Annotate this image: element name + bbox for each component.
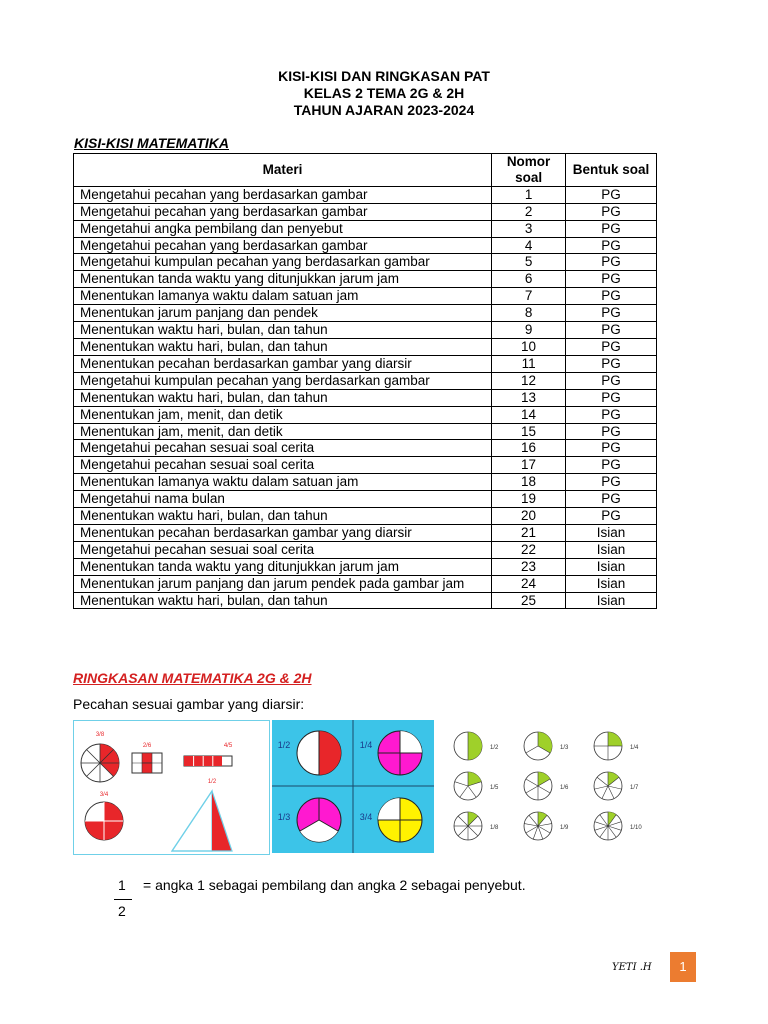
cell-bentuk: Isian [566, 575, 657, 592]
cell-materi: Menentukan waktu hari, bulan, dan tahun [74, 338, 492, 355]
cell-bentuk: PG [566, 186, 657, 203]
cell-nomor: 13 [492, 389, 566, 406]
label-4-5: 4/5 [223, 743, 233, 749]
cell-bentuk: PG [566, 288, 657, 305]
table-row [74, 254, 657, 271]
kisi-table [73, 153, 657, 609]
cell-nomor: 1 [492, 186, 566, 203]
header-materi: Materi [74, 154, 492, 187]
header-line-2: KELAS 2 TEMA 2G & 2H [303, 85, 465, 101]
grid-label: 1/7 [630, 785, 639, 791]
cell-nomor: 8 [492, 305, 566, 322]
cell-bentuk: PG [566, 508, 657, 525]
table-row [74, 524, 657, 541]
cell-nomor: 14 [492, 406, 566, 423]
cell-materi: Mengetahui kumpulan pecahan yang berdasarkan gambar [74, 372, 492, 389]
table-row [74, 237, 657, 254]
cell-nomor: 2 [492, 203, 566, 220]
fraction-circle-1-4 [594, 732, 639, 760]
cell-materi: Mengetahui angka pembilang dan penyebut [74, 220, 492, 237]
ringkasan-intro: Pecahan sesuai gambar yang diarsir: [73, 696, 305, 712]
grid-label: 1/2 [490, 745, 499, 751]
table-row [74, 203, 657, 220]
table-row [74, 389, 657, 406]
cell-nomor: 9 [492, 322, 566, 339]
cell-materi: Mengetahui pecahan yang berdasarkan gambar [74, 237, 492, 254]
cell-nomor: 18 [492, 474, 566, 491]
table-header-row [74, 154, 657, 187]
cell-bentuk: Isian [566, 558, 657, 575]
cell-bentuk: PG [566, 389, 657, 406]
cell-nomor: 25 [492, 592, 566, 609]
cell-materi: Menentukan lamanya waktu dalam satuan jam [74, 288, 492, 305]
cell-bentuk: Isian [566, 592, 657, 609]
cell-nomor: 10 [492, 338, 566, 355]
cell-nomor: 20 [492, 508, 566, 525]
document-header [0, 68, 768, 119]
cell-materi: Mengetahui nama bulan [74, 491, 492, 508]
signature: YETI .H [612, 962, 652, 973]
grid-label: 1/3 [560, 745, 569, 751]
cell-nomor: 23 [492, 558, 566, 575]
grid-label: 1/6 [560, 785, 569, 791]
cell-nomor: 11 [492, 355, 566, 372]
label-3-4: 3/4 [99, 792, 109, 798]
cell-nomor: 16 [492, 440, 566, 457]
cell-materi: Mengetahui pecahan yang berdasarkan gambar [74, 186, 492, 203]
cell-bentuk: PG [566, 457, 657, 474]
grid-label: 1/4 [630, 745, 639, 751]
cell-materi: Menentukan waktu hari, bulan, dan tahun [74, 389, 492, 406]
fraction-circle-1-7 [594, 772, 639, 800]
cell-bentuk: PG [566, 474, 657, 491]
kisi-title: KISI-KISI MATEMATIKA [74, 135, 230, 151]
cell-bentuk: PG [566, 338, 657, 355]
table-row [74, 271, 657, 288]
table-row [74, 541, 657, 558]
cell-bentuk: Isian [566, 541, 657, 558]
cell-materi: Menentukan tanda waktu yang ditunjukkan jarum jam [74, 558, 492, 575]
table-row [74, 338, 657, 355]
cell-nomor: 22 [492, 541, 566, 558]
table-row [74, 440, 657, 457]
table-row [74, 474, 657, 491]
table-row [74, 508, 657, 525]
fraction-circle-1-3 [524, 732, 569, 760]
fraction-circle-1-10 [594, 812, 642, 840]
cell-materi: Menentukan jam, menit, dan detik [74, 406, 492, 423]
cell-nomor: 3 [492, 220, 566, 237]
cell-materi: Mengetahui pecahan yang berdasarkan gambar [74, 203, 492, 220]
label-3-8: 3/8 [95, 732, 105, 738]
cell-bentuk: PG [566, 440, 657, 457]
cell-materi: Menentukan waktu hari, bulan, dan tahun [74, 592, 492, 609]
grid-label: 1/8 [490, 825, 499, 831]
cell-materi: Menentukan lamanya waktu dalam satuan jam [74, 474, 492, 491]
table-row [74, 423, 657, 440]
cell-materi: Menentukan tanda waktu yang ditunjukkan jarum jam [74, 271, 492, 288]
cell-bentuk: PG [566, 406, 657, 423]
table-row [74, 558, 657, 575]
fraction-circle-1-8 [454, 812, 499, 840]
header-nomor: Nomor soal [492, 154, 566, 187]
table-row [74, 305, 657, 322]
table-row [74, 186, 657, 203]
cell-materi: Menentukan jam, menit, dan detik [74, 423, 492, 440]
table-row [74, 355, 657, 372]
cell-nomor: 4 [492, 237, 566, 254]
cell-nomor: 6 [492, 271, 566, 288]
cell-nomor: 15 [492, 423, 566, 440]
table-row [74, 575, 657, 592]
cell-bentuk: PG [566, 254, 657, 271]
cell-nomor: 21 [492, 524, 566, 541]
header-line-3: TAHUN AJARAN 2023-2024 [293, 102, 475, 118]
cell-bentuk: PG [566, 423, 657, 440]
cell-nomor: 17 [492, 457, 566, 474]
cell-bentuk: PG [566, 491, 657, 508]
cell-materi: Menentukan pecahan berdasarkan gambar yang diarsir [74, 355, 492, 372]
cell-bentuk: PG [566, 322, 657, 339]
cell-nomor: 5 [492, 254, 566, 271]
cell-bentuk: PG [566, 203, 657, 220]
fraction-circle-1-6 [524, 772, 569, 800]
cell-bentuk: PG [566, 372, 657, 389]
q-label-3-4: 3/4 [359, 812, 373, 822]
fraction-bar [114, 899, 132, 900]
cell-materi: Mengetahui kumpulan pecahan yang berdasarkan gambar [74, 254, 492, 271]
cell-nomor: 7 [492, 288, 566, 305]
cell-nomor: 19 [492, 491, 566, 508]
fraction-explanation: = angka 1 sebagai pembilang dan angka 2 sebagai penyebut. [143, 877, 526, 893]
q-label-1-2: 1/2 [277, 740, 291, 750]
cell-bentuk: PG [566, 220, 657, 237]
table-row [74, 491, 657, 508]
q-label-1-3: 1/3 [277, 812, 291, 822]
cell-bentuk: PG [566, 305, 657, 322]
cell-bentuk: PG [566, 237, 657, 254]
ringkasan-title: RINGKASAN MATEMATIKA 2G & 2H [73, 670, 312, 686]
header-line-1: KISI-KISI DAN RINGKASAN PAT [278, 68, 490, 84]
table-row [74, 220, 657, 237]
header-bentuk: Bentuk soal [566, 154, 657, 187]
table-row [74, 288, 657, 305]
cell-bentuk: PG [566, 271, 657, 288]
cell-materi: Menentukan waktu hari, bulan, dan tahun [74, 322, 492, 339]
cell-materi: Mengetahui pecahan sesuai soal cerita [74, 541, 492, 558]
cell-nomor: 24 [492, 575, 566, 592]
grid-label: 1/10 [630, 825, 642, 831]
table-row [74, 372, 657, 389]
cell-nomor: 12 [492, 372, 566, 389]
table-row [74, 322, 657, 339]
label-1-2: 1/2 [207, 779, 217, 785]
cell-materi: Menentukan jarum panjang dan jarum pendek pada gambar jam [74, 575, 492, 592]
table-row [74, 406, 657, 423]
fraction-numerator: 1 [118, 877, 126, 893]
fraction-grid-image [440, 720, 645, 853]
cell-bentuk: Isian [566, 524, 657, 541]
fraction-circle-1-9 [524, 812, 569, 840]
q-label-1-4: 1/4 [359, 740, 373, 750]
fraction-circle-1-5 [454, 772, 499, 800]
cell-materi: Menentukan jarum panjang dan pendek [74, 305, 492, 322]
label-2-6: 2/6 [142, 743, 152, 749]
table-row [74, 592, 657, 609]
cell-bentuk: PG [566, 355, 657, 372]
fraction-circle-1-2 [454, 732, 499, 760]
grid-label: 1/5 [490, 785, 499, 791]
fraction-circles-image [272, 720, 434, 853]
cell-materi: Mengetahui pecahan sesuai soal cerita [74, 457, 492, 474]
grid-label: 1/9 [560, 825, 569, 831]
table-row [74, 457, 657, 474]
cell-materi: Menentukan waktu hari, bulan, dan tahun [74, 508, 492, 525]
fraction-shapes-image [73, 720, 270, 855]
page-number: 1 [670, 952, 696, 982]
fraction-denominator: 2 [118, 903, 126, 919]
cell-materi: Mengetahui pecahan sesuai soal cerita [74, 440, 492, 457]
cell-materi: Menentukan pecahan berdasarkan gambar yang diarsir [74, 524, 492, 541]
